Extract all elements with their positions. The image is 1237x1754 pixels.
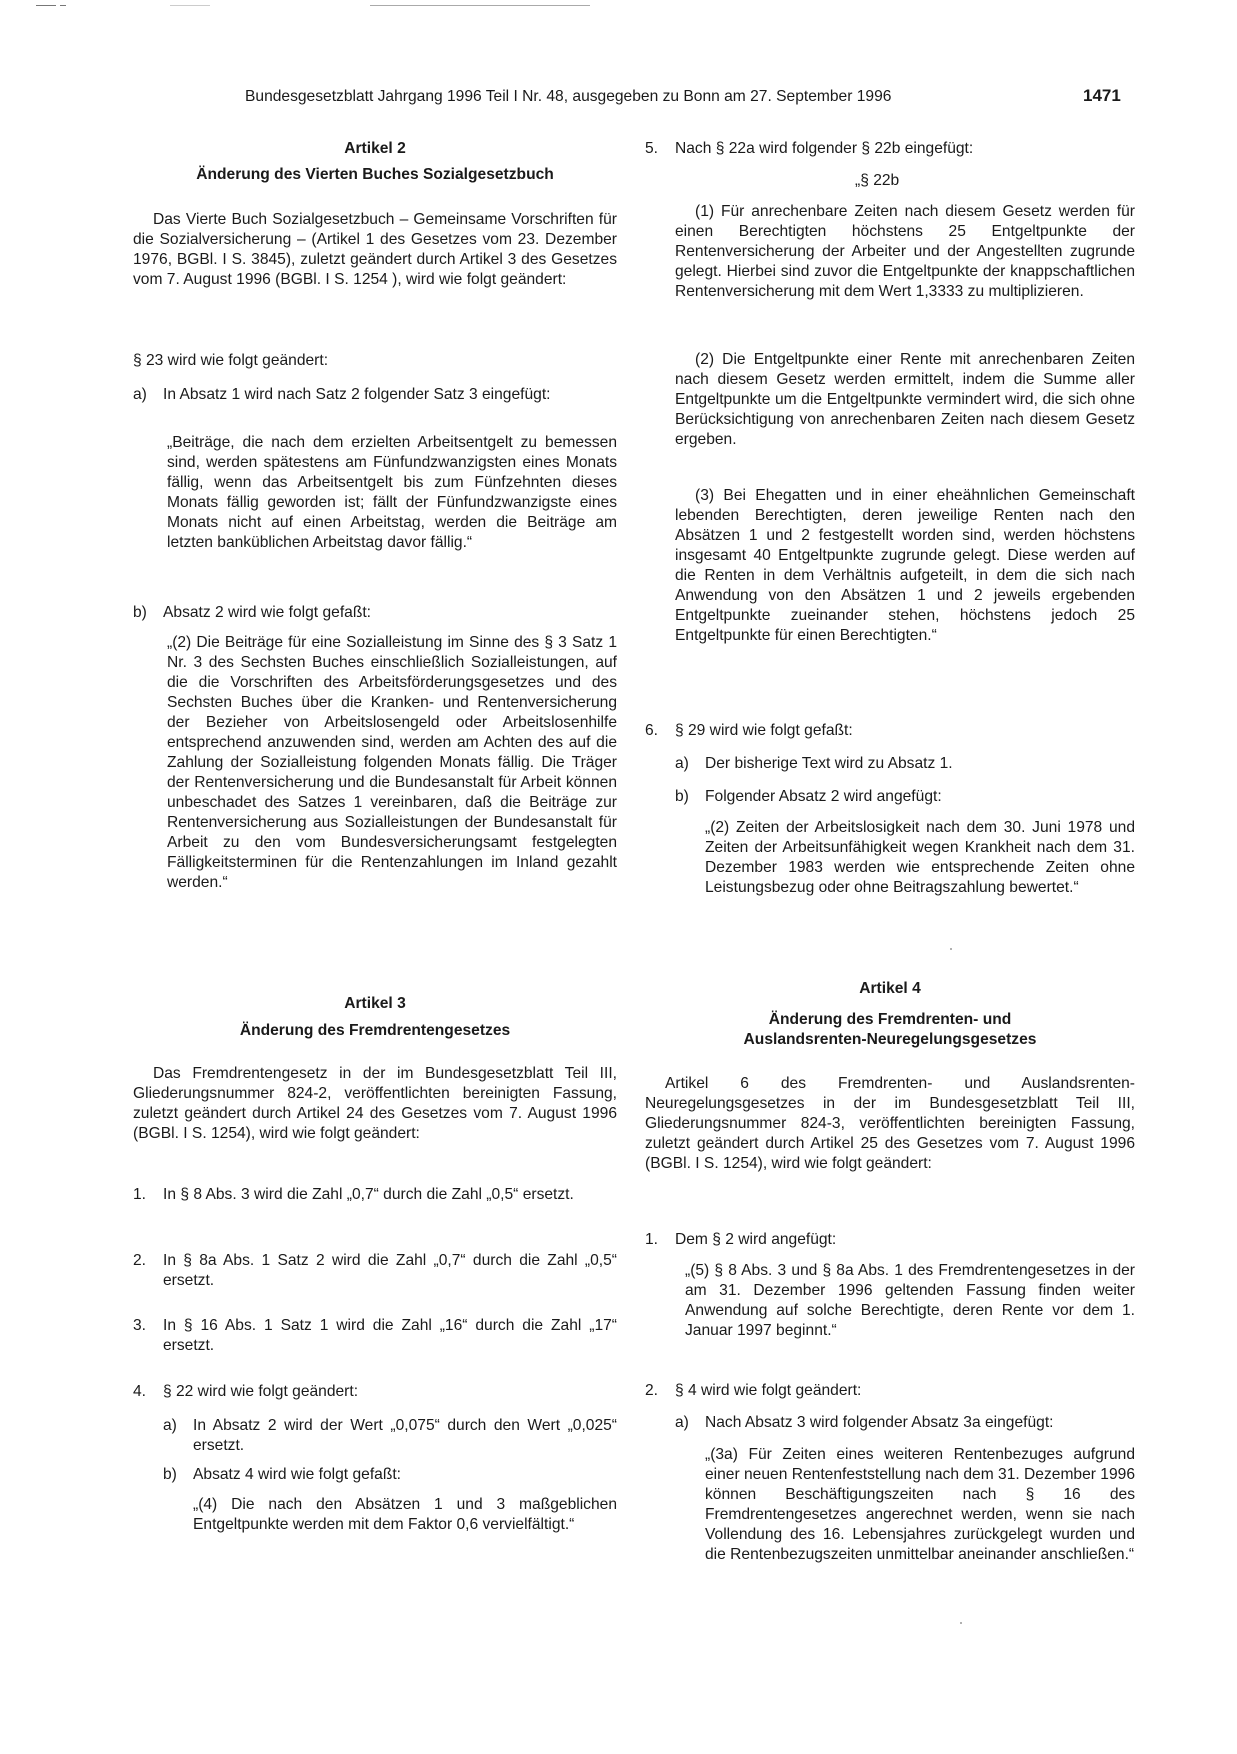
list-item — [133, 1382, 617, 1402]
list-subitem — [163, 1465, 617, 1485]
item-label: b) — [163, 1466, 177, 1483]
article-intro: Artikel 6 des Fremdrenten- und Auslandsrenten-Neuregelungsgesetzes in der im Bundesgesetzblatt Teil III, Gliederungsnummer 824-3, veröffentlichten bereinigten Fassung, zuletzt geändert durch Artikel 25 des Gesetzes vom 7. August 1996 (BGBl. I S. 1254), wird wie folgt geändert: — [645, 1075, 1135, 1172]
section-heading: „§ 22b — [855, 172, 900, 189]
section-paragraph: (2) Die Entgeltpunkte einer Rente mit anrechenbaren Zeiten nach diesem Gesetz werden ermittelt, indem die Summe aller Entgeltpunkte um die Entgeltpunkte vermindert wird, die sich ohne Berücksichtigung von anrechenbaren Zeiten nach diesem Gesetz ergeben. — [675, 351, 1135, 448]
article-title-line: Auslandsrenten-Neuregelungsgesetzes — [743, 1031, 1037, 1048]
item-label: 5. — [645, 140, 659, 157]
item-text: In Absatz 2 wird der Wert „0,075“ durch den Wert „0,025“ ersetzt. — [193, 1417, 617, 1454]
list-item — [645, 721, 1135, 741]
item-label: 4. — [133, 1383, 147, 1400]
item-text: In § 8 Abs. 3 wird die Zahl „0,7“ durch die Zahl „0,5“ ersetzt. — [163, 1186, 574, 1203]
item-text: § 22 wird wie folgt geändert: — [163, 1383, 359, 1400]
article-title: Änderung des Vierten Buches Sozialgesetzbuch — [196, 166, 554, 183]
scan-edge-marks — [0, 3, 1237, 11]
item-text: § 29 wird wie folgt gefaßt: — [675, 722, 853, 739]
list-subitem — [675, 787, 1135, 807]
item-text: In § 16 Abs. 1 Satz 1 wird die Zahl „16“ durch die Zahl „17“ ersetzt. — [163, 1317, 617, 1354]
paragraph-amendment: § 23 wird wie folgt geändert: — [133, 352, 329, 369]
item-text: Der bisherige Text wird zu Absatz 1. — [705, 755, 953, 772]
item-label: 2. — [645, 1382, 659, 1399]
article-heading: Artikel 2 — [344, 140, 406, 157]
list-item — [645, 139, 1135, 159]
item-label: a) — [675, 1414, 689, 1431]
item-text: In Absatz 1 wird nach Satz 2 folgender Satz 3 eingefügt: — [163, 386, 551, 403]
section-paragraph: (3) Bei Ehegatten und in einer eheähnlichen Gemeinschaft lebenden Berechtigten, deren jeweilige Renten nach den Absätzen 1 und 2 festgestellt worden sind, werden höchstens insgesamt 40 Entgeltpunkte zugrunde gelegt. Diese werden auf die Renten in dem Verhältnis aufgeteilt, in dem die sich nach Anwendung von den Absätzen 1 und 2 jeweils ergebenden Entgeltpunkte zueinander stehen, höchstens jedoch 25 Entgeltpunkte für einen Berechtigten.“ — [675, 487, 1135, 644]
quoted-text: „(4) Die nach den Absätzen 1 und 3 maßgeblichen Entgeltpunkte werden mit dem Faktor 0,6 vervielfältigt.“ — [193, 1496, 617, 1533]
article-intro: Das Fremdrentengesetz in der im Bundesgesetzblatt Teil III, Gliederungsnummer 824-2, veröffentlichten bereinigten Fassung, zuletzt geändert durch Artikel 24 des Gesetzes vom 7. August 1996 (BGBl. I S. 1254), wird wie folgt geändert: — [133, 1065, 617, 1142]
item-label: 2. — [133, 1252, 147, 1269]
article-intro: Das Vierte Buch Sozialgesetzbuch – Gemeinsame Vorschriften für die Sozialversicherung – (Artikel 1 des Gesetzes vom 23. Dezember 1976, BGBl. I S. 3845), zuletzt geändert durch Artikel 3 des Gesetzes vom 7. August 1996 (BGBl. I S. 1254 ), wird wie folgt geändert: — [133, 211, 617, 288]
article-title: Änderung des Fremdrentengesetzes — [239, 1022, 511, 1039]
list-item — [645, 1381, 1135, 1401]
item-text: Absatz 2 wird wie folgt gefaßt: — [163, 604, 372, 621]
item-label: 3. — [133, 1317, 147, 1334]
scan-speck — [950, 948, 952, 950]
item-text: Dem § 2 wird angefügt: — [675, 1231, 837, 1248]
item-label: 1. — [133, 1186, 147, 1203]
list-item — [645, 1230, 1135, 1250]
item-text: Folgender Absatz 2 wird angefügt: — [705, 788, 942, 805]
item-text: In § 8a Abs. 1 Satz 2 wird die Zahl „0,7“ durch die Zahl „0,5“ ersetzt. — [163, 1252, 617, 1289]
item-text: Nach § 22a wird folgender § 22b eingefügt: — [675, 140, 974, 157]
list-subitem — [675, 1413, 1135, 1433]
item-label: 6. — [645, 722, 659, 739]
item-text: Absatz 4 wird wie folgt gefaßt: — [193, 1466, 402, 1483]
list-subitem — [163, 1416, 617, 1456]
item-label: a) — [675, 755, 689, 772]
item-label: a) — [163, 1417, 177, 1434]
list-item — [133, 385, 617, 405]
item-label: b) — [675, 788, 689, 805]
article-heading: Artikel 4 — [859, 980, 921, 997]
scan-speck — [960, 1622, 962, 1624]
section-paragraph: (1) Für anrechenbare Zeiten nach diesem Gesetz werden für einen Berechtigten höchstens 25 Entgeltpunkte der Rentenversicherung der Arbeiter und der Angestellten zugrunde gelegt. Hierbei sind zuvor die Entgeltpunkte der knappschaftlichen Rentenversicherung mit dem Wert 1,3333 zu multiplizieren. — [675, 203, 1135, 300]
item-text: § 4 wird wie folgt geändert: — [675, 1382, 862, 1399]
quoted-text: „(2) Zeiten der Arbeitslosigkeit nach dem 30. Juni 1978 und Zeiten der Arbeitsunfähigkeit wegen Krankheit nach dem 31. Dezember 1983 werden wie entsprechende Zeiten ohne Leistungsbezug oder ohne Beitragszahlung bewertet.“ — [705, 819, 1135, 896]
item-text: Nach Absatz 3 wird folgender Absatz 3a eingefügt: — [705, 1414, 1054, 1431]
article-heading: Artikel 3 — [344, 995, 406, 1012]
quoted-text: „(5) § 8 Abs. 3 und § 8a Abs. 1 des Fremdrentengesetzes in der am 31. Dezember 1996 geltenden Fassung finden weiter Anwendung auf solche Berechtigte, deren Rente vor dem 1. Januar 1997 beginnt.“ — [685, 1262, 1135, 1339]
list-item — [133, 1316, 617, 1356]
quoted-text: „Beiträge, die nach dem erzielten Arbeitsentgelt zu bemessen sind, werden spätestens am Fünfundzwanzigsten eines Monats fällig, wenn das Arbeitsentgelt bis zum Fünfzehnten dieses Monats fällig geworden ist; fällt der Fünfundzwanzigste eines Monats nicht auf einen Arbeitstag, werden die Beiträge am letzten banküblichen Arbeitstag davor fällig.“ — [167, 434, 617, 551]
list-item — [133, 1251, 617, 1291]
list-item — [133, 603, 617, 623]
quoted-text: „(3a) Für Zeiten eines weiteren Rentenbezuges aufgrund einer neuen Rentenfeststellung nach dem 31. Dezember 1996 können Beschäftigungszeiten nach § 16 des Fremdrentengesetzes angerechnet werden, wenn sie nach Vollendung des 16. Lebensjahres zurückgelegt wurden und die Rentenbezugszeiten unmittelbar aneinander anschließen.“ — [705, 1446, 1135, 1563]
item-label: 1. — [645, 1231, 659, 1248]
running-header: Bundesgesetzblatt Jahrgang 1996 Teil I Nr. 48, ausgegeben zu Bonn am 27. September 1996 — [245, 88, 892, 105]
list-item — [133, 1185, 617, 1205]
article-title-line: Änderung des Fremdrenten- und — [768, 1011, 1012, 1028]
list-subitem — [675, 754, 1135, 774]
quoted-text: „(2) Die Beiträge für eine Sozialleistung im Sinne des § 3 Satz 1 Nr. 3 des Sechsten Buches einschließlich Sozialleistungen, auf die die Vorschriften des Arbeitsförderungsgesetzes und des Sechsten Buches über die Kranken- und Rentenversicherung der Bezieher von Arbeitslosengeld oder Arbeitslosenhilfe entsprechend anzuwenden sind, werden am Achten des auf die Zahlung der Sozialleistung folgenden Monats fällig. Die Träger der Rentenversicherung und die Bundesanstalt für Arbeit können unbeschadet des Satzes 1 vereinbaren, daß die Beiträge zur Rentenversicherung aus Sozialleistungen der Bundesanstalt für Arbeit zu den vom Bundesversicherungsamt festgelegten Fälligkeitsterminen für die Rentenzahlungen im Inland gezahlt werden.“ — [167, 634, 617, 891]
item-label: b) — [133, 604, 147, 621]
item-label: a) — [133, 386, 147, 403]
article-title — [645, 1010, 1135, 1050]
page-number: 1471 — [1083, 86, 1121, 105]
